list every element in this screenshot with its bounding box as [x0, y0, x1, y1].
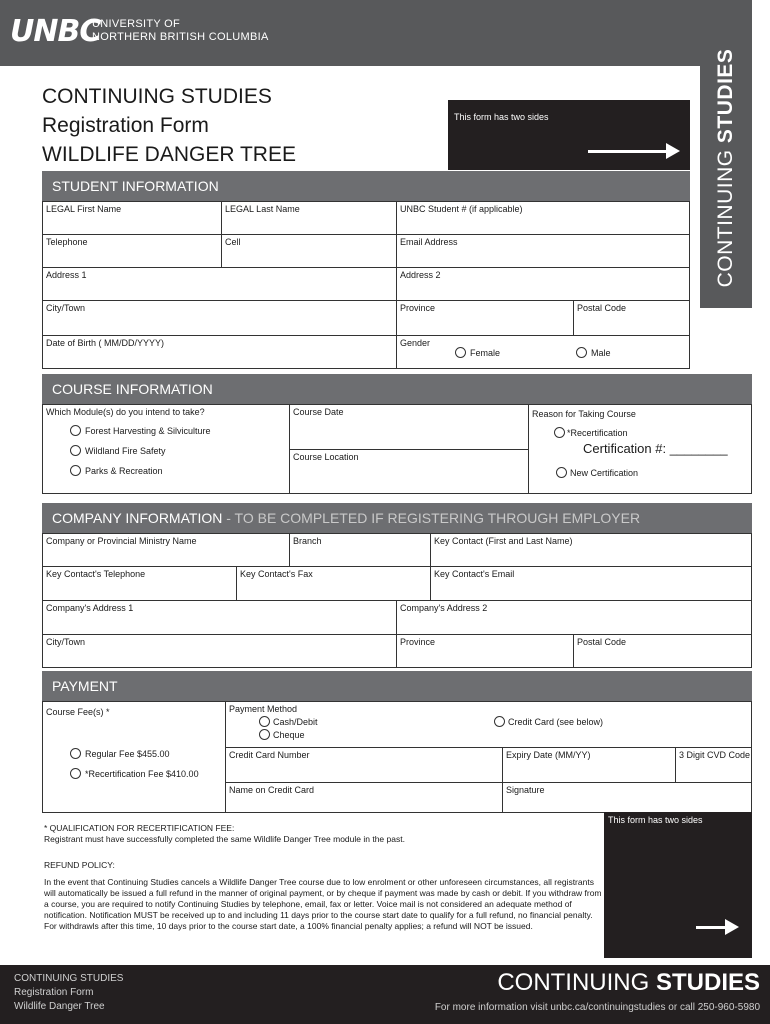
recertification-label: *Recertification: [567, 428, 628, 438]
company-section-heading: COMPANY INFORMATION - TO BE COMPLETED IF REGISTERING THROUGH EMPLOYER: [42, 503, 752, 533]
header-bar: [0, 0, 700, 66]
city-field[interactable]: City/Town: [42, 300, 397, 336]
expiry-date-field[interactable]: Expiry Date (MM/YY): [502, 747, 676, 783]
module-parks-radio[interactable]: [70, 465, 81, 476]
course-section-heading: COURSE INFORMATION: [42, 374, 752, 404]
cheque-radio[interactable]: [259, 729, 270, 740]
company-city-field[interactable]: City/Town: [42, 634, 397, 668]
form-title: CONTINUING STUDIES Registration Form WILDLIFE DANGER TREE: [42, 85, 296, 166]
name-on-card-field[interactable]: Name on Credit Card: [225, 782, 503, 813]
cash-debit-radio[interactable]: [259, 716, 270, 727]
province-field[interactable]: Province: [396, 300, 574, 336]
company-postal-code-field[interactable]: Postal Code: [573, 634, 752, 668]
unbc-logo: UNBC: [10, 14, 101, 49]
arrow-right-icon: [696, 926, 726, 929]
two-sides-box-bottom: [604, 812, 752, 958]
male-radio[interactable]: [576, 347, 587, 358]
modules-field: Which Module(s) do you intend to take?: [42, 404, 290, 494]
module-fire-radio[interactable]: [70, 445, 81, 456]
qualification-note: * QUALIFICATION FOR RECERTIFICATION FEE: Registrant must have successfully completed the same Wildlife Danger Tree module in the past.: [44, 823, 405, 844]
key-contact-email-field[interactable]: Key Contact's Email: [430, 566, 752, 601]
address1-field[interactable]: Address 1: [42, 267, 397, 301]
two-sides-note-bottom: This form has two sides: [608, 815, 703, 825]
company-address1-field[interactable]: Company's Address 1: [42, 600, 397, 635]
course-fees-field: Course Fee(s) *: [42, 701, 226, 813]
company-province-field[interactable]: Province: [396, 634, 574, 668]
module-forest-radio[interactable]: [70, 425, 81, 436]
course-date-field[interactable]: Course Date: [289, 404, 529, 450]
recert-fee-radio[interactable]: [70, 768, 81, 779]
two-sides-box: [448, 100, 690, 170]
email-field[interactable]: Email Address: [396, 234, 690, 268]
arrow-head-icon: [725, 919, 739, 935]
new-certification-label: New Certification: [570, 468, 639, 478]
footer-contact-info: For more information visit unbc.ca/continuingstudies or call 250-960-5980: [434, 1002, 760, 1013]
regular-fee-radio[interactable]: [70, 748, 81, 759]
module-forest-label: Forest Harvesting & Silviculture: [85, 426, 211, 436]
legal-first-name-field[interactable]: LEGAL First Name: [42, 201, 222, 235]
module-fire-label: Wildland Fire Safety: [85, 446, 166, 456]
company-address2-field[interactable]: Company's Address 2: [396, 600, 752, 635]
payment-section-heading: PAYMENT: [42, 671, 752, 701]
payment-method-field: Payment Method: [225, 701, 752, 748]
refund-policy: REFUND POLICY: In the event that Continuing Studies cancels a Wildlife Danger Tree course due to low enrolment or other unforeseen circumstances, all registrants will automatically be issued a full refund in the manner of original payment, or by cheque if payment was made by cash or debit. If you withdraw from a course, you are required to notify Continuing Studies by telephone, email, fax or letter. Voice mail is not considered an adequate method of notification. Notification MUST be received up to and including 11 days prior to the course start date to qualify for a full refund, no financial penalty. For withdrawls after this time, 10 days prior to the course start date, a 100% financial penalty applies; a refund will NOT be issued.: [44, 860, 602, 931]
reason-field: Reason for Taking Course: [528, 404, 752, 494]
student-section-heading: STUDENT INFORMATION: [42, 171, 690, 201]
arrow-head-icon: [666, 143, 680, 159]
dob-field[interactable]: Date of Birth ( MM/DD/YYYY): [42, 335, 397, 369]
credit-card-label: Credit Card (see below): [508, 717, 604, 727]
module-parks-label: Parks & Recreation: [85, 466, 163, 476]
gender-field: Gender: [396, 335, 690, 369]
two-sides-note: This form has two sides: [454, 112, 549, 122]
student-number-field[interactable]: UNBC Student # (if applicable): [396, 201, 690, 235]
university-name: UNIVERSITY OF NORTHERN BRITISH COLUMBIA: [92, 18, 269, 43]
footer-form-label: CONTINUING STUDIES Registration Form Wildlife Danger Tree: [14, 973, 124, 1012]
cash-debit-label: Cash/Debit: [273, 717, 318, 727]
side-banner-text: CONTINUING STUDIES: [714, 48, 737, 288]
male-label: Male: [591, 348, 611, 358]
key-contact-field[interactable]: Key Contact (First and Last Name): [430, 533, 752, 567]
telephone-field[interactable]: Telephone: [42, 234, 222, 268]
postal-code-field[interactable]: Postal Code: [573, 300, 690, 336]
footer-brand: CONTINUING STUDIES: [497, 969, 760, 996]
branch-field[interactable]: Branch: [289, 533, 431, 567]
recert-fee-label: *Recertification Fee $410.00: [85, 769, 199, 779]
certification-number-field[interactable]: Certification #: ________: [583, 441, 728, 456]
legal-last-name-field[interactable]: LEGAL Last Name: [221, 201, 397, 235]
cell-field[interactable]: Cell: [221, 234, 397, 268]
arrow-right-icon: [588, 150, 668, 153]
signature-field[interactable]: Signature: [502, 782, 752, 813]
key-contact-fax-field[interactable]: Key Contact's Fax: [236, 566, 431, 601]
recertification-radio[interactable]: [554, 427, 565, 438]
cheque-label: Cheque: [273, 730, 305, 740]
female-label: Female: [470, 348, 501, 358]
credit-card-number-field[interactable]: Credit Card Number: [225, 747, 503, 783]
footer: [0, 965, 770, 1024]
credit-card-radio[interactable]: [494, 716, 505, 727]
address2-field[interactable]: Address 2: [396, 267, 690, 301]
female-radio[interactable]: [455, 347, 466, 358]
company-name-field[interactable]: Company or Provincial Ministry Name: [42, 533, 290, 567]
cvd-code-field[interactable]: 3 Digit CVD Code: [675, 747, 752, 783]
new-certification-radio[interactable]: [556, 467, 567, 478]
course-location-field[interactable]: Course Location: [289, 449, 529, 494]
regular-fee-label: Regular Fee $455.00: [85, 749, 170, 759]
key-contact-phone-field[interactable]: Key Contact's Telephone: [42, 566, 237, 601]
